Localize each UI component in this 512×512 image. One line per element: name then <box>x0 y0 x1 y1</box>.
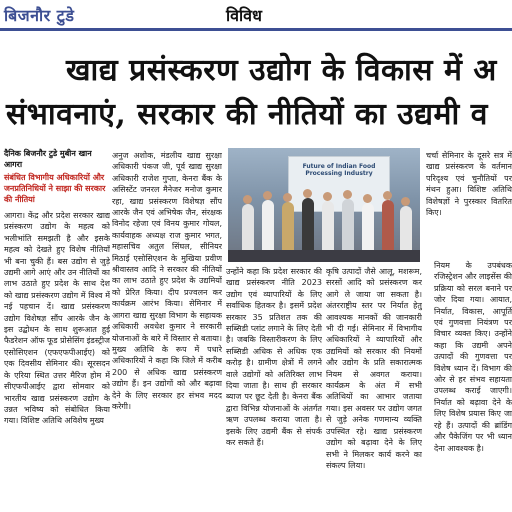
person-figure <box>262 200 274 256</box>
article-column-6: नियम के उपबंधक रजिस्ट्रेशन और लाइसेंस की प्रक्रिया को सरल बनाने पर जोर दिया गया। आयात, निर्यात, विकास, आपूर्ति एवं गुणवत्ता नियंत्रण पर विचार व्यक्त किए। उन्होंने कहा कि उद्यमी अपने उत्पादों की गुणवत्ता पर विशेष ध्यान दें। विभाग की ओर से हर संभव सहायता उपलब्ध कराई जाएगी। निर्यात को बढ़ावा देने के लिए विशेष प्रयास किए जा रहे हैं। उत्पादों की ब्रांडिंग और पैकेजिंग पर भी ध्यान देना आवश्यक है। <box>434 261 512 453</box>
person-head <box>303 189 312 198</box>
person-figure <box>362 203 374 256</box>
person-head <box>383 191 392 200</box>
byline: दैनिक बिजनौर टुडे मुबीन खान आगरा <box>4 149 92 169</box>
header-rule <box>0 28 512 31</box>
event-banner-text: Future of Indian Food Processing Industry <box>302 163 376 177</box>
headline-line-2: संभावनाएं, सरकार की नीतियों का उद्यमी व <box>6 97 488 132</box>
person-head <box>363 194 372 203</box>
stage-table <box>228 250 420 262</box>
person-head <box>243 195 252 204</box>
event-photo <box>228 148 420 262</box>
article-column-5: चर्चा सेमिनार के दूसरे सत्र में खाद्य प्रसंस्करण के वर्तमान परिदृश्य एवं चुनौतियों पर मंथन हुआ। विशिष्ट अतिथि विशेषज्ञों ने पुरस्कार वितरित किए। <box>426 151 512 218</box>
person-head <box>343 190 352 199</box>
article-summary: संबंधित विभागीय अधिकारियों और जनप्रतिनिधियों ने साझा की सरकार की नीतियां <box>4 173 106 204</box>
person-figure <box>342 199 354 256</box>
person-figure <box>282 202 294 256</box>
person-head <box>283 193 292 202</box>
person-head <box>323 192 332 201</box>
person-head <box>263 191 272 200</box>
headline-line-1: खाद्य प्रसंस्करण उद्योग के विकास में अ <box>66 53 497 88</box>
person-head <box>401 197 410 206</box>
section-name: विविध <box>226 6 262 25</box>
person-figure <box>302 198 314 256</box>
person-figure <box>382 200 394 256</box>
publication-name: बिजनौर टुडे <box>4 6 75 25</box>
person-figure <box>322 201 334 256</box>
article-column-2: अनुज अशोक, मंडलीय खाद्य सुरक्षा अधिकारी पंकज जी, पूर्व खाद्य सुरक्षा अधिकारी राजेश गुप्ता, केनरा बैंक के असिस्टेंट जनरल मैनेजर मनोज कुमार रहा, खाद्य प्रसंस्करण विशेषज्ञ सौंप आरके जैन एवं अभिषेक जैन, संरक्षक विनोद रहेजा एवं विनय कुमार गोयल, कार्यवाहक अध्यक्ष राज कुमार भगत, महासचिव अतुल सिंघल, सीनियर मिठाई एसोसिएशन के मुखिया प्रवीण श्रीवास्तव आदि ने सरकार की नीतियों का लाभ उठाते हुए प्रदेश के उद्यमियों को प्रेरित किया। दीप प्रज्वलन कर कार्यक्रम आरंभ किया। सेमिनार में आगरा खाद्य सुरक्षा विभाग के सहायक अधिकारी अवधेश कुमार ने सरकारी योजनाओं के बारे में विस्तार से बताया। मुख्य अतिथि के रूप में पधारे अधिकारियों ने कहा कि जिले में करीब 200 से अधिक खाद्य प्रसंस्करण उद्योग हैं। इन उद्योगों को और बढ़ावा देने के लिए सरकार हर संभव मदद करेगी। <box>112 151 222 411</box>
page-header <box>0 0 512 30</box>
article-column-4: कृषि उत्पादों जैसे आलू, मशरूम, सरसों आदि को प्रसंस्करण कर आगे ले जाया जा सकता है। अंतरराष्ट्रीय स्तर पर निर्यात हेतु आवश्यक मानकों की जानकारी भी दी गई। सेमिनार में विभागीय अधिकारियों ने व्यापारियों और उद्यमियों को सरकार की नियमों और उद्योग के प्रति सकारात्मक नियम से अवगत कराया। कार्यक्रम के अंत में सभी अतिथियों का आभार जताया गया। इस अवसर पर उद्योग जगत से जुड़े अनेक गणमान्य व्यक्ति उपस्थित रहे। खाद्य प्रसंस्करण उद्योग को बढ़ावा देने के लिए सभी ने मिलकर कार्य करने का संकल्प लिया। <box>326 267 422 470</box>
article-column-3: उन्होंने कहा कि प्रदेश सरकार की खाद्य प्रसंस्करण नीति 2023 उद्योग एवं व्यापारियों के लिए सर्वाधिक हितकर है। इसमें प्रदेश सरकार 35 प्रतिशत तक की सब्सिडी प्लांट लगाने के लिए देती है। जबकि विस्तारीकरण के लिए सब्सिडी अधिक से अधिक एक करोड़ है। ग्रामीण क्षेत्रों में लगने वाले उद्योगों को अतिरिक्त लाभ दिया जाता है। साथ ही सरकार ब्याज पर छूट देती है। केनरा बैंक द्वारा विभिन्न योजनाओं के अंतर्गत ऋण उपलब्ध कराया जाता है। इसके लिए उद्यमी बैंक से संपर्क कर सकते हैं। <box>226 267 322 448</box>
person-figure <box>242 204 254 256</box>
person-figure <box>400 206 412 256</box>
article-column-1: आगरा। केंद्र और प्रदेश सरकार खाद्य प्रसंस्करण उद्योग के महत्व को भलीभांति समझती है और इसके महत्व को देखते हुए विशेष नीतियाँ भी बना चुकी हैं। बस उद्योग से जुड़े उद्यमी आगे आएं और उन नीतियों का लाभ उठाते हुए प्रदेश के साथ देश को खाद्य प्रसंस्करण उद्योग में विश्व में नई पहचान दें। खाद्य प्रसंस्करण उद्योग विशेषज्ञ सौंप आरके जैन के इस उद्बोधन के साथ शुरूआत हुई फैडरेशन ऑफ फूड प्रोसेसिंग इंडस्ट्रीज एसोसिएशन (एफएफपीआईए) को एक दिवसीय सेमिनार की। सूरसदन के एरिया स्थित उत्तर मैरिज होम में सीएफपीआईए द्वारा सोमवार को भारतीय खाद्य प्रसंस्करण उद्योग के उन्नत भविष्य को संबोधित किया गया। विशिष्ट अतिथि अविशेष मुख्य <box>4 211 110 426</box>
